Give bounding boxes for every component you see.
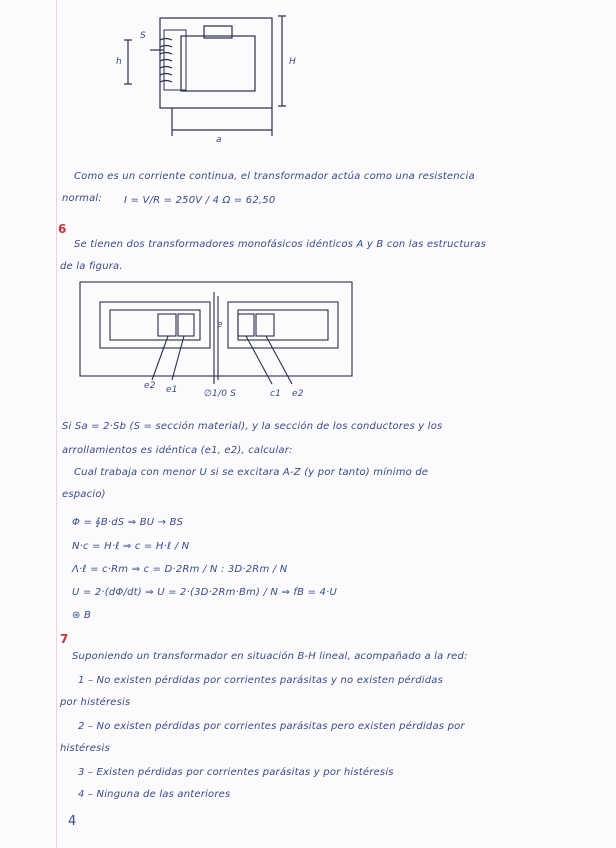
question-6-number: 6 xyxy=(58,222,67,236)
fig2-label-e2: e2 xyxy=(144,381,156,391)
right-coil-1 xyxy=(238,314,254,336)
two-transformers-figure xyxy=(0,276,616,396)
answer-line-2a: normal: xyxy=(62,193,102,204)
q6-body-3: Cual trabaja con menor U si se excitara A-Z (y por tanto) mínimo de xyxy=(74,467,429,478)
page-number: 4 xyxy=(68,814,77,829)
left-coil-1 xyxy=(158,314,176,336)
fig2-label-gap: e xyxy=(217,320,223,330)
q6-body-1: Si Sa = 2·Sb (S = sección material), y la sección de los conductores y los xyxy=(62,421,443,432)
inner-window-rect xyxy=(181,36,255,91)
q7-option-3: 3 – Existen pérdidas por corrientes parásitas y por histéresis xyxy=(78,767,394,778)
leader-c2 xyxy=(266,336,292,384)
answer-6: ⊛ B xyxy=(72,610,92,621)
q7-option-2: 2 – No existen pérdidas por corrientes parásitas pero existen pérdidas por xyxy=(78,721,465,732)
left-coil-2 xyxy=(178,314,194,336)
q7-option-4: 4 – Ninguna de las anteriores xyxy=(78,789,231,800)
leader-e1 xyxy=(172,336,184,380)
outer-frame xyxy=(80,282,352,376)
answer-line-1: Como es un corriente continua, el transformador actúa como una resistencia xyxy=(74,171,475,182)
equation-2: N·c = H·ℓ ⇒ c = H·ℓ / N xyxy=(72,541,190,552)
leader-e2 xyxy=(152,336,168,380)
fig2-label-mid: ∅1/0 S xyxy=(204,389,237,399)
q7-stem: Suponiendo un transformador en situación B-H lineal, acompañado a la red: xyxy=(72,651,468,662)
fig2-label-e1: e1 xyxy=(166,385,178,395)
fig1-label-bottom: a xyxy=(216,135,222,145)
coil-winding xyxy=(160,39,172,83)
q6-line-1: Se tienen dos transformadores monofásicos idénticos A y B con las estructuras xyxy=(74,239,487,250)
question-7-number: 7 xyxy=(60,632,69,646)
answer-formula: I = V/R = 250V / 4 Ω = 62,50 xyxy=(124,195,276,206)
fig2-label-r2: e2 xyxy=(292,389,304,399)
leader-c1 xyxy=(246,336,272,384)
fig2-label-c1: c1 xyxy=(270,389,282,399)
right-core xyxy=(228,302,338,348)
q7-option-2-cont: histéresis xyxy=(60,743,110,754)
q6-line-2: de la figura. xyxy=(60,261,123,272)
fig1-label-s: S xyxy=(140,31,146,41)
fig1-label-left: h xyxy=(116,57,122,67)
q7-option-1: 1 – No existen pérdidas por corrientes parásitas y no existen pérdidas xyxy=(78,675,444,686)
equation-4: U = 2·(dΦ/dt) ⇒ U = 2·(3D·2Rm·Bm) / N ⇒ fB = 4·U xyxy=(72,587,337,598)
transformer-core-figure xyxy=(0,0,616,160)
q7-option-1-cont: por histéresis xyxy=(60,697,131,708)
right-coil-2 xyxy=(256,314,274,336)
q6-body-4: espacio) xyxy=(62,489,106,500)
q6-body-2: arrollamientos es idéntica (e1, e2), calcular: xyxy=(62,445,293,456)
equation-1: Φ = ∮B·dS ⇒ BU → BS xyxy=(72,517,184,528)
fig1-label-right: H xyxy=(289,57,296,67)
equation-3: Λ·ℓ = c·Rm ⇒ c = D·2Rm / N : 3D·2Rm / N xyxy=(72,564,288,575)
